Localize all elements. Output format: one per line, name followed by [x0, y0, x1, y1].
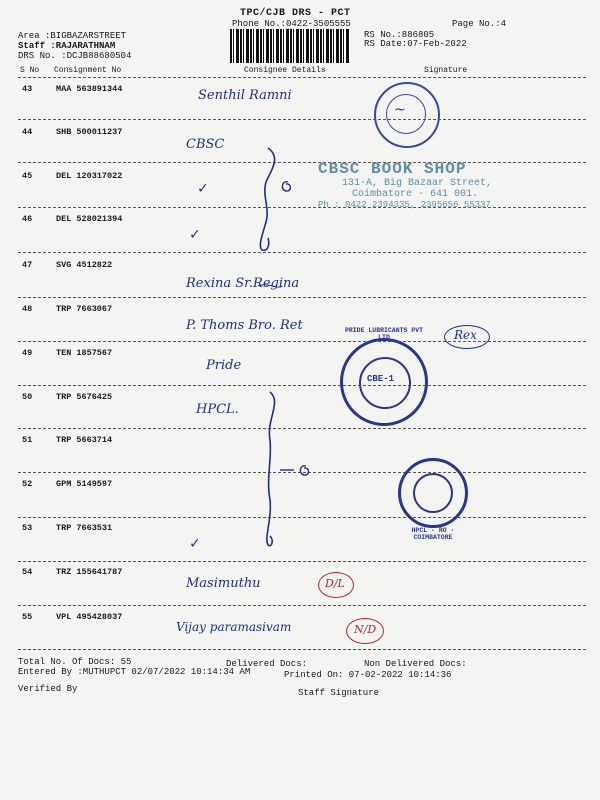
- page-number: Page No.:4: [452, 19, 507, 29]
- row-sno: 55: [22, 612, 33, 622]
- row-consignment: SVG 4512822: [56, 260, 113, 270]
- nd-mark: N/D: [354, 623, 377, 636]
- dl-mark: D/L: [325, 577, 345, 590]
- rs-date: RS Date:07-Feb-2022: [364, 39, 467, 49]
- staff-label: Staff :RAJARATHNAM: [18, 41, 116, 51]
- rex-mark: Rex: [454, 328, 477, 342]
- area-label: Area :BIGBAZARSTREET: [18, 31, 127, 41]
- row-sno: 46: [22, 214, 33, 224]
- tick-mark: ✓: [190, 226, 200, 244]
- row-sno: 54: [22, 567, 33, 577]
- row-consignment: TEN 1857567: [56, 348, 113, 358]
- row-consignment: TRP 7663531: [56, 523, 113, 533]
- handwritten-consignee: Senthil Ramni: [198, 88, 292, 103]
- nd-circle: [346, 618, 384, 644]
- seal-signature: ~: [394, 102, 406, 118]
- tick-mark: ✓: [190, 535, 200, 553]
- row-consignment: TRP 7663067: [56, 304, 113, 314]
- non-delivered-docs: Non Delivered Docs:: [364, 659, 467, 669]
- handwritten-consignee: P. Thoms Bro. Ret: [186, 318, 303, 333]
- row-consignment: TRP 5663714: [56, 435, 113, 445]
- row-consignment: TRZ 155641787: [56, 567, 123, 577]
- row-sno: 52: [22, 479, 33, 489]
- cbsc-stamp-phone: Ph : 0422 2394335, 2395656 55337: [318, 200, 491, 210]
- document-title: TPC/CJB DRS - PCT: [240, 8, 351, 19]
- hpcl-stamp-ring-text: HPCL - RO - COIMBATORE: [411, 527, 455, 541]
- row-consignment: TRP 5676425: [56, 392, 113, 402]
- pride-stamp-center: CBE-1: [367, 374, 395, 384]
- row-sno: 49: [22, 348, 33, 358]
- hpcl-stamp: [398, 458, 468, 541]
- drs-number: DRS No. :DCJB88680504: [18, 51, 132, 61]
- row-consignment: DEL 528021394: [56, 214, 123, 224]
- handwritten-consignee: Masimuthu: [186, 576, 261, 591]
- handwritten-consignee: HPCL.: [196, 402, 239, 417]
- cbsc-stamp: [318, 160, 492, 210]
- row-consignment: GPM 5149597: [56, 479, 113, 489]
- row-sno: 51: [22, 435, 33, 445]
- pride-lubricants-stamp: [340, 327, 428, 426]
- column-sno: S No: [20, 66, 40, 75]
- pride-stamp-ring-text: PRIDE LUBRICANTS PVT LTD: [344, 327, 423, 341]
- cbsc-stamp-address-1: 131-A, Big Bazaar Street,: [342, 178, 493, 189]
- column-signature: Signature: [424, 66, 468, 75]
- staff-signature-label: Staff Signature: [298, 688, 380, 698]
- row-sno: 44: [22, 127, 33, 137]
- row-sno: 53: [22, 523, 33, 533]
- row-sno: 45: [22, 171, 33, 181]
- cbsc-stamp-name: CBSC BOOK SHOP: [318, 160, 467, 178]
- dl-circle: [318, 572, 354, 598]
- row-consignment: SHB 500011237: [56, 127, 123, 137]
- rex-circle: [444, 325, 490, 349]
- row-sno: 48: [22, 304, 33, 314]
- tick-mark: ✓: [198, 180, 208, 198]
- printed-on: Printed On: 07-02-2022 10:14:36: [284, 670, 452, 680]
- handwritten-consignee: Pride: [206, 358, 242, 373]
- row-sno: 43: [22, 84, 33, 94]
- handwritten-consignee: Vijay paramasivam: [176, 620, 292, 634]
- row-consignment: DEL 120317022: [56, 171, 123, 181]
- cbsc-stamp-address-2: Coimbatore - 641 001.: [352, 189, 479, 200]
- row-consignment: MAA 563891344: [56, 84, 123, 94]
- row-sno: 50: [22, 392, 33, 402]
- column-consignee: Consignee Details: [244, 66, 326, 75]
- handwritten-consignee: Rexina Sr.Regina: [186, 276, 300, 291]
- row-sno: 47: [22, 260, 33, 270]
- column-consignment: Consignment No: [54, 66, 122, 75]
- rs-number: RS No.:886805: [364, 30, 435, 40]
- entered-by: Entered By :MUTHUPCT 02/07/2022 10:14:34 AM: [18, 667, 251, 677]
- delivered-docs: Delivered Docs:: [226, 659, 308, 669]
- total-docs: Total No. Of Docs: 55: [18, 657, 132, 667]
- handwritten-consignee: CBSC: [186, 137, 225, 152]
- row-consignment: VPL 495428037: [56, 612, 123, 622]
- phone-number: Phone No.:0422-3505555: [232, 19, 351, 29]
- verified-by: Verified By: [18, 684, 78, 694]
- round-seal-stamp: [374, 82, 440, 148]
